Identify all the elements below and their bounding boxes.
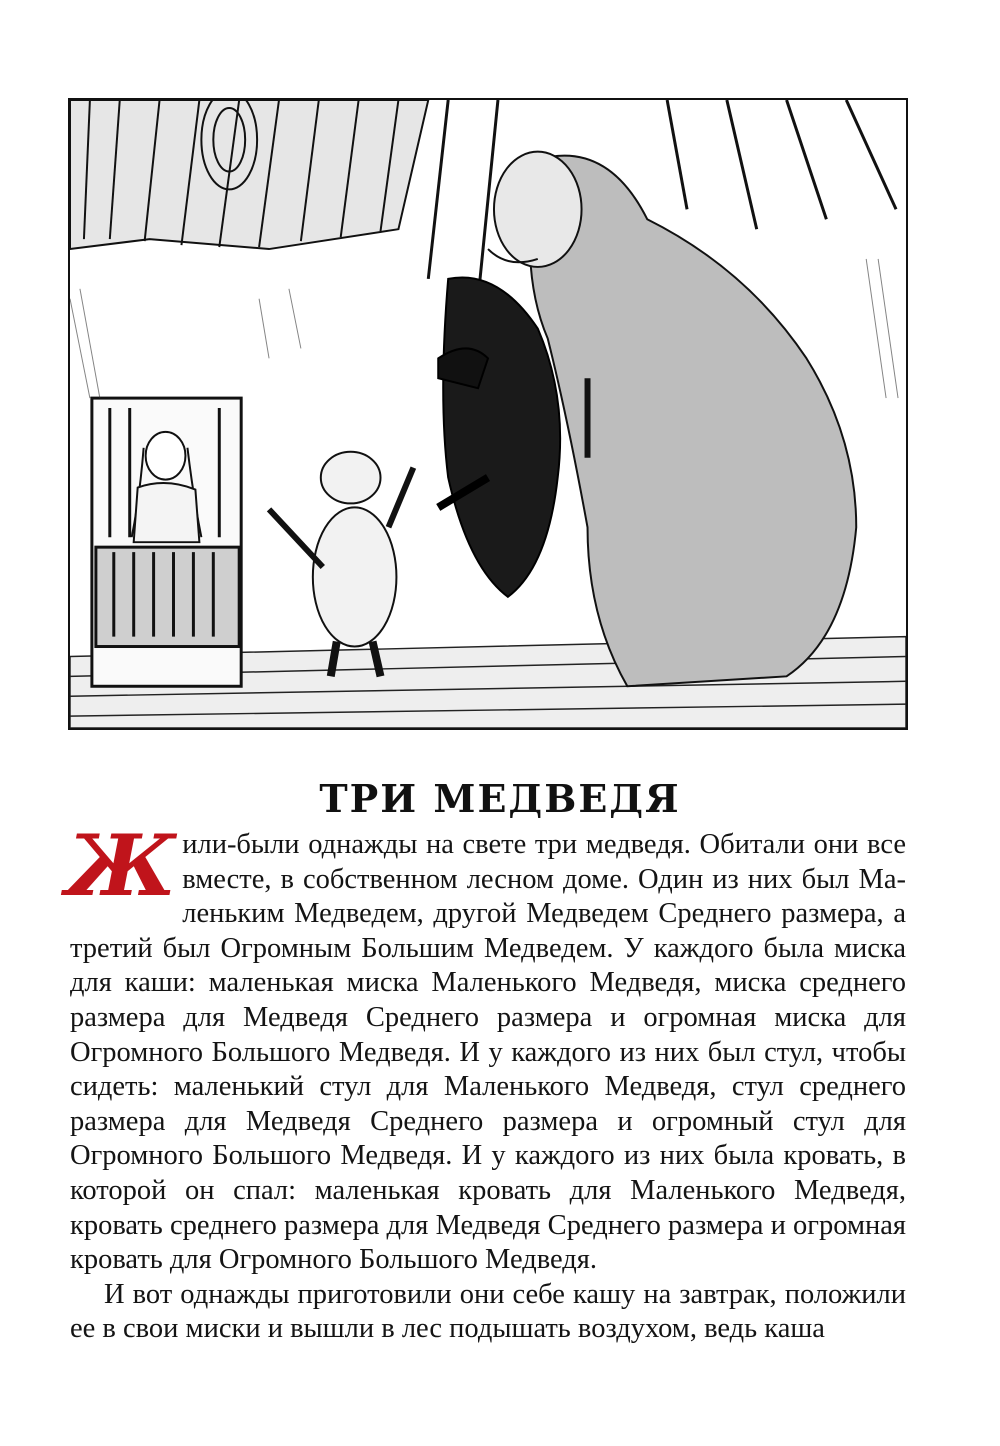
paragraph-1-text: или-были однажды на свете три медведя. Обитали они все вместе, в собственном лесном доме. Один из них был Маленьким Медведем, другой Медведем Среднего размера, а третий был Огромным Большим Медведем. У каждого была миска для каши: маленькая миска Маленького Медведя, миска среднего размера для Медведя Среднего размера и огромная миска для Огромного Большого Медведя. И у каждого из них был стул, чтобы сидеть: маленький стул для Маленького Медведя, стул среднего размера для Медведя Среднего размера и огромный стул для Огромного Большого Медведя. И у каждого из них была кровать, в которой он спал: маленькая кровать для Маленького Медведя, кровать среднего размера для Медведя Среднего размера и огромная кровать для Огромного Большого Медведя. bbox=[70, 829, 906, 1276]
story-title: ТРИ МЕДВЕДЯ bbox=[319, 776, 681, 821]
dropcap-letter: Ж bbox=[66, 816, 177, 915]
bears-illustration bbox=[68, 98, 908, 730]
story-text bbox=[66, 816, 906, 1347]
paragraph-2: И вот однажды приготовили они себе кашу на завтрак, положили ее в свои миски и вышли в лес подышать воздухом, ведь каша bbox=[70, 1278, 906, 1345]
illustration-drawing bbox=[70, 100, 906, 728]
paragraph-1 bbox=[66, 816, 906, 1278]
